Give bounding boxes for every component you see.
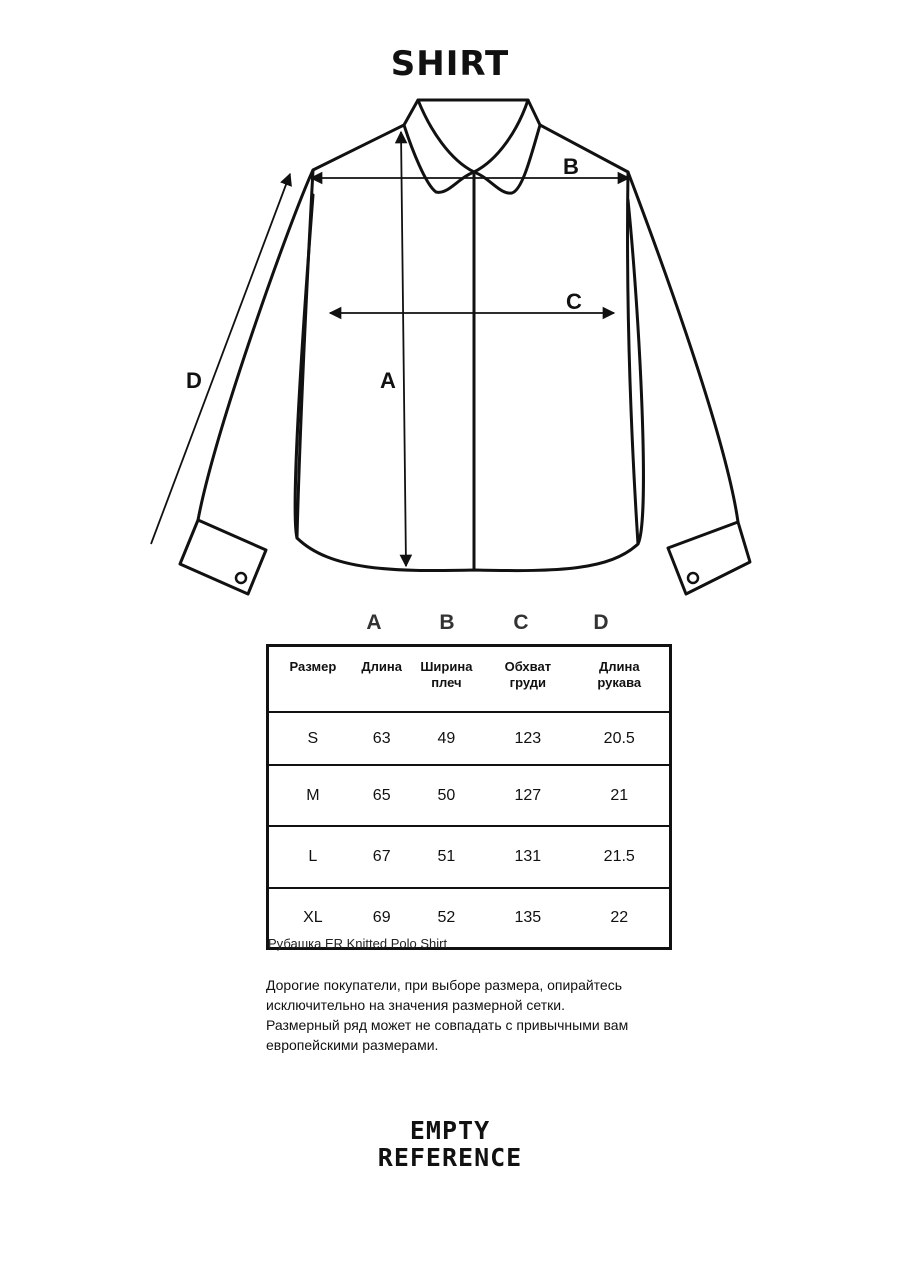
cell-shoulder: 49: [407, 712, 487, 765]
header-chest: Обхват груди: [486, 646, 569, 713]
size-notice: [266, 975, 696, 1055]
size-table: [266, 644, 672, 950]
brand-line-2: REFERENCE: [377, 1143, 523, 1172]
dimension-label-d: D: [186, 368, 202, 393]
cell-sleeve: 21: [570, 765, 671, 826]
dimension-arrow-d: [151, 174, 290, 544]
cell-chest: 127: [486, 765, 569, 826]
cell-chest: 131: [486, 826, 569, 888]
cell-sleeve: 22: [610, 909, 629, 926]
column-letter-b: B: [439, 611, 455, 634]
cell-sleeve: 21.5: [570, 826, 671, 888]
header-sleeve: Длина рукава: [570, 646, 671, 713]
header-shoulder: Ширина плеч: [407, 646, 487, 713]
notice-line: исключительно на значения размерной сетки.: [266, 997, 565, 1013]
table-row: [268, 712, 671, 765]
column-letter-a: A: [366, 611, 382, 634]
brand-line-1: EMPTY: [409, 1116, 491, 1145]
cell-length: 65: [357, 765, 407, 826]
left-cuff-button: [236, 573, 246, 583]
cell-shoulder: 51: [407, 826, 487, 888]
cell-size: M: [268, 765, 357, 826]
brand-logo: [0, 1117, 900, 1171]
dimension-label-b: B: [563, 154, 579, 179]
right-cuff-button: [688, 573, 698, 583]
dimension-label-c: C: [566, 289, 582, 314]
right-sleeve-outline: [628, 172, 738, 544]
table-row: [268, 765, 671, 826]
cell-size: S: [268, 712, 357, 765]
header-length: Длина: [357, 646, 407, 713]
cell-shoulder: 50: [407, 765, 487, 826]
notice-line: европейскими размерами.: [266, 1037, 439, 1053]
cell-size: XL: [303, 909, 323, 926]
cell-length: 69: [372, 909, 391, 926]
cell-length: 63: [357, 712, 407, 765]
cell-chest: 123: [486, 712, 569, 765]
column-letter-d: D: [593, 611, 609, 634]
dimension-arrow-a: [401, 132, 406, 566]
shirt-body-outline: [297, 125, 638, 571]
notice-line: Дорогие покупатели, при выборе размера, опирайтесь: [266, 977, 623, 993]
product-name: Рубашка ER Knitted Polo Shirt: [268, 936, 448, 951]
column-letter-c: C: [513, 611, 529, 634]
cell-chest: 135: [514, 909, 542, 926]
cell-size: L: [268, 826, 357, 888]
left-sleeve-outline: [198, 170, 313, 538]
dimension-label-a: A: [380, 368, 396, 393]
table-row: [268, 826, 671, 888]
table-header-row: [268, 646, 671, 713]
notice-line: Размерный ряд может не совпадать с привычными вам: [266, 1017, 629, 1033]
header-size: Размер: [268, 646, 357, 713]
cell-shoulder: 52: [437, 909, 456, 926]
cell-length: 67: [357, 826, 407, 888]
cell-sleeve: 20.5: [570, 712, 671, 765]
shirt-diagram: [0, 0, 900, 610]
page-title: SHIRT: [390, 44, 510, 84]
